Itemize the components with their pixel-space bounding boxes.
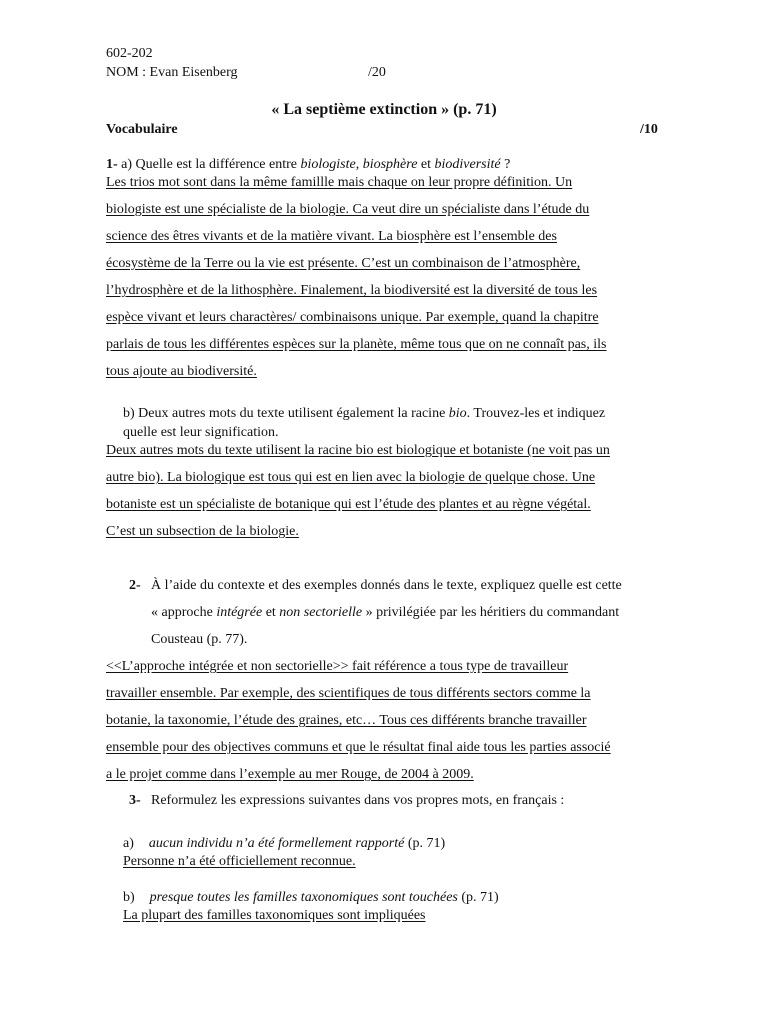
student-name: NOM : Evan Eisenberg [106,65,238,80]
question-1b: b) Deux autres mots du texte utilisent également la racine bio. Trouvez-les et indiquez [123,406,606,421]
answer-3a: Personne n’a été officiellement reconnue. [123,854,356,869]
section-score: /10 [640,122,658,137]
question-3-number: 3- [129,793,141,808]
page-title: « La septième extinction » (p. 71) [271,101,497,118]
question-2-number: 2- [129,578,141,593]
answer-line: Deux autres mots du texte utilisent la racine bio est biologique et botaniste (ne voit pas un [106,443,610,458]
answer-line: a le projet comme dans l’exemple au mer Rouge, de 2004 à 2009. [106,767,474,782]
total-score: /20 [368,65,386,80]
question-2-line2: « approche intégrée et non sectorielle » privilégiée par les héritiers du commandant [151,605,620,620]
answer-3b: La plupart des familles taxonomiques sont impliquées [123,908,426,923]
answer-line: tous ajoute au biodiversité. [106,364,257,379]
answer-line: science des êtres vivants et de la matière vivant. La biosphère est l’ensemble des [106,229,557,244]
answer-line: parlais de tous les différentes espèces sur la planète, même tous que on ne connaît pas, ils [106,337,607,352]
answer-line: ensemble pour des objectives communs et que le résultat final aide tous les parties associé [106,740,611,755]
question-3a: a) aucun individu n’a été formellement rapporté (p. 71) [123,836,446,851]
answer-line: travailler ensemble. Par exemple, des scientifiques de tous différents sectors comme la [106,686,591,701]
course-code: 602-202 [106,46,153,61]
answer-line: autre bio). La biologique est tous qui est en lien avec la biologie de quelque chose. Une [106,470,596,485]
question-2-line1: À l’aide du contexte et des exemples donnés dans le texte, expliquez quelle est cette [151,578,622,593]
question-3b: b) presque toutes les familles taxonomiques sont touchées (p. 71) [123,890,499,905]
answer-line: biologiste est une spécialiste de la biologie. Ca veut dire un spécialiste dans l’étude du [106,202,590,217]
answer-line: Les trios mot sont dans la même famillle mais chaque on leur propre définition. Un [106,175,573,190]
answer-line: espèce vivant et leurs charactères/ combinaisons unique. Par exemple, quand la chapitre [106,310,599,325]
question-3-prompt: Reformulez les expressions suivantes dans vos propres mots, en français : [151,793,565,808]
question-number: 1- [106,157,118,172]
answer-line: écosystème de la Terre ou la vie est présente. C’est un combinaison de l’atmosphère, [106,256,581,271]
answer-line: l’hydrosphère et de la lithosphère. Finalement, la biodiversité est la diversité de tous les [106,283,598,298]
answer-line: <<L’approche intégrée et non sectorielle>> fait référence a tous type de travailleur [106,659,569,674]
answer-line: botaniste est un spécialiste de botanique qui est l’étude des plantes et au règne végétal. [106,497,591,512]
section-label: Vocabulaire [106,122,178,137]
question-1b-line2: quelle est leur signification. [123,425,279,440]
answer-line: botanie, la taxonomie, l’étude des graines, etc… Tous ces différents branche travailler [106,713,587,728]
answer-line: C’est un subsection de la biologie. [106,524,299,539]
question-1a: 1- a) Quelle est la différence entre biologiste, biosphère et biodiversité ? [106,157,511,172]
question-2-line3: Cousteau (p. 77). [151,632,248,647]
